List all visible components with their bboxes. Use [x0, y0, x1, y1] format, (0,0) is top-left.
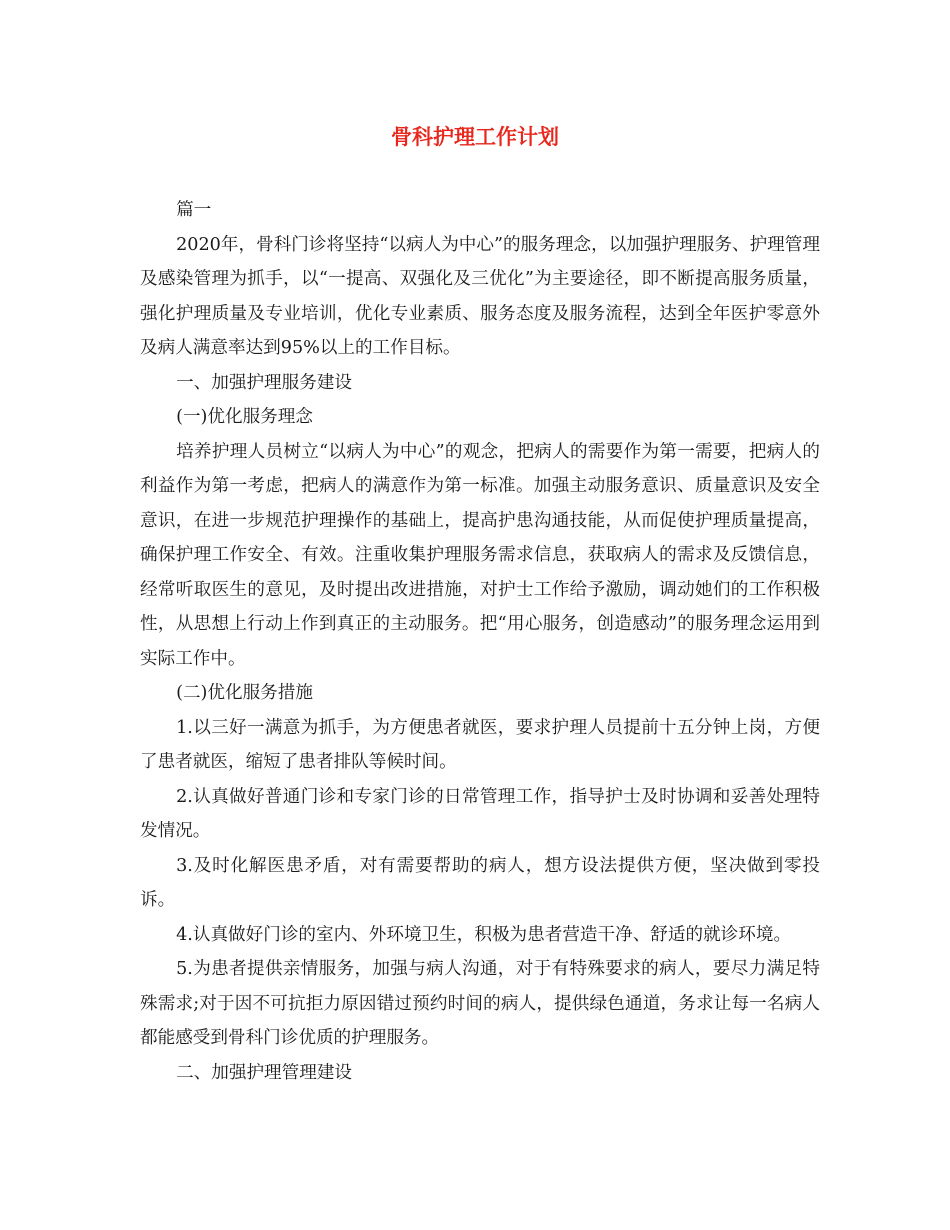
subsection-heading: (一)优化服务理念	[176, 407, 313, 427]
body-paragraph: 培养护理人员树立“以病人为中心”的观念，把病人的需要作为第一需要，把病人的利益作为第一考虑，把病人的满意作为第一标准。加强主动服务意识、质量意识及安全意识，在进一步规范护理操作的基础上，提高护患沟通技能，从而促使护理质量提高，确保护理工作安全、有效。注重收集护理服务需求信息，获取病人的需求及反馈信息，经常听取医生的意见，及时提出改进措施，对护士工作给予激励，调动她们的工作积极性，从思想上行动上作到真正的主动服务。把“用心服务，创造感动”的服务理念运用到实际工作中。	[140, 441, 820, 669]
intro-paragraph: 2020年，骨科门诊将坚持“以病人为中心”的服务理念，以加强护理服务、护理管理及感染管理为抓手，以“一提高、双强化及三优化”为主要途径，即不断提高服务质量，强化护理质量及专业培训，优化专业素质、服务态度及服务流程，达到全年医护零意外及病人满意率达到95%以上的工作目标。	[140, 234, 820, 358]
section-heading: 二、加强护理管理建设	[176, 1062, 353, 1083]
section-heading: 一、加强护理服务建设	[176, 372, 353, 393]
list-item: 1.以三好一满意为抓手，为方便患者就医，要求护理人员提前十五分钟上岗，方便了患者就医，缩短了患者排队等候时间。	[140, 717, 820, 772]
list-item: 4.认真做好门诊的室内、外环境卫生，积极为患者营造干净、舒适的就诊环境。	[176, 924, 792, 945]
subsection-heading: (二)优化服务措施	[176, 683, 313, 703]
document-body	[140, 193, 820, 1090]
list-item: 5.为患者提供亲情服务，加强与病人沟通，对于有特殊要求的病人，要尽力满足特殊需求;对于因不可抗拒力原因错过预约时间的病人，提供绿色通道，务求让每一名病人都能感受到骨科门诊优质的护理服务。	[140, 959, 820, 1048]
list-item: 3.及时化解医患矛盾，对有需要帮助的病人，想方设法提供方便，坚决做到零投诉。	[140, 855, 820, 910]
list-item: 2.认真做好普通门诊和专家门诊的日常管理工作，指导护士及时协调和妥善处理特发情况。	[140, 786, 820, 841]
section-label: 篇一	[176, 200, 212, 220]
document-title: 骨科护理工作计划	[391, 124, 559, 149]
